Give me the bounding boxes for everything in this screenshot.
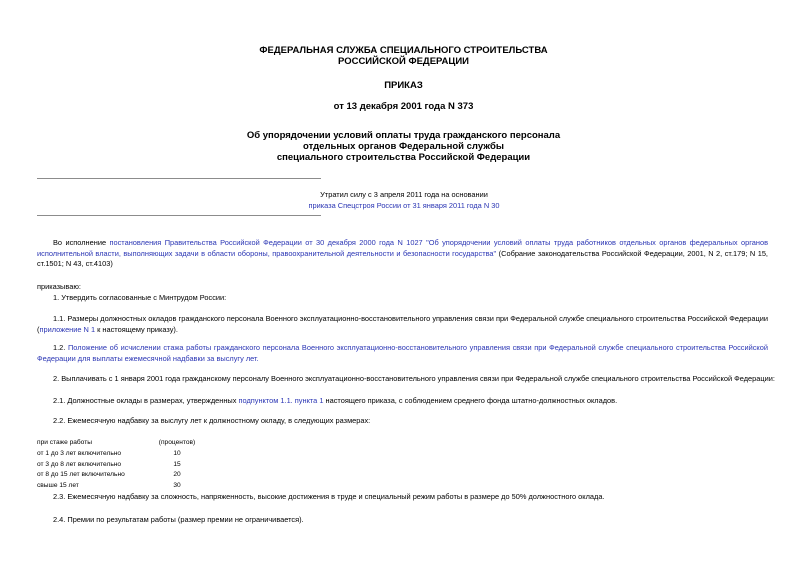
item-2: 2. Выплачивать с 1 января 2001 года гражданскому персоналу Военного эксплуатационно-восстановительного управления связи при Федеральной службе специального строительства Российской Федерации: bbox=[53, 374, 775, 383]
agency-name-line2: РОССИЙСКОЙ ФЕДЕРАЦИИ bbox=[337, 56, 469, 67]
item-1-1-end: к настоящему приказу). bbox=[97, 324, 178, 334]
seniority-regulation-link[interactable]: Положение об исчислении стажа работы гражданского персонала Военного эксплуатационно-восстановительного управления связи при Федеральной службе специального строительства Российской Федерации для выплаты ежемесячной надбавки за выслугу лет. bbox=[37, 343, 768, 363]
item-2-1 bbox=[53, 395, 617, 406]
row-period: от 3 до 8 лет включительно bbox=[37, 460, 122, 468]
repeal-order-link[interactable]: приказа Спецстроя России от 31 января 2011 года N 30 bbox=[308, 201, 500, 210]
appendix-1-link[interactable]: приложение N 1 bbox=[39, 324, 96, 334]
preamble-paragraph bbox=[37, 238, 768, 270]
government-resolution-link[interactable]: постановления Правительства Российской Федерации от 30 декабря 2000 года N 1027 "Об упорядочении условий оплаты труда работников отдельных органов федеральных органов исполнительной власти, выполняющих задачи в области обороны, правоохранительной деятельности и безопасности государства" bbox=[37, 238, 768, 258]
item-2-1-end: настоящего приказа, с соблюдением среднего фонда штатно-должностных окладов. bbox=[325, 396, 618, 405]
item-2-3: 2.3. Ежемесячную надбавку за сложность, напряженность, высокие достижения в труде и специальный режим работы в размере до 50% должностного оклада. bbox=[53, 492, 605, 501]
status-divider-bottom bbox=[37, 215, 321, 216]
item-2-4: 2.4. Премии по результатам работы (размер премии не ограничивается). bbox=[53, 515, 304, 524]
header-percent: (процентов) bbox=[158, 439, 196, 446]
document-title-line3: специального строительства Российской Федерации bbox=[276, 152, 531, 163]
status-note: Утратил силу с 3 апреля 2011 года на основании bbox=[320, 190, 488, 199]
item-2-2: 2.2. Ежемесячную надбавку за выслугу лет к должностному окладу, в следующих размерах: bbox=[53, 416, 371, 425]
item-1-2-number: 1.2. bbox=[53, 343, 66, 352]
row-percent: 10 bbox=[173, 449, 181, 457]
document-title-line2: отдельных органов Федеральной службы bbox=[303, 141, 504, 152]
item-1-1 bbox=[37, 314, 768, 335]
row-period: свыше 15 лет bbox=[37, 482, 79, 490]
item-1-1-text: 1.1. Размеры должностных окладов гражданского персонала Военного эксплуатационно-восстановительного управления связи при Федеральной службе специального строительства Российской Федерации ( bbox=[37, 314, 768, 334]
item-1-2 bbox=[37, 343, 768, 364]
document-date: от 13 декабря 2001 года N 373 bbox=[333, 101, 474, 112]
row-period: от 1 до 3 лет включительно bbox=[37, 449, 122, 457]
header-period: при стаже работы bbox=[37, 439, 92, 446]
item-1: 1. Утвердить согласованные с Минтрудом России: bbox=[53, 293, 227, 302]
row-period: от 8 до 15 лет включительно bbox=[37, 471, 125, 479]
preamble-start: Во исполнение bbox=[53, 238, 107, 247]
subclause-1-1-link[interactable]: подпунктом 1.1. пункта 1 bbox=[238, 396, 324, 405]
row-percent: 20 bbox=[173, 471, 181, 479]
preamble-end: (Собрание законодательства Российской Федерации, 2001, N 2, ст.179; N 15, ст.1501; N 43, ст.4103) bbox=[37, 248, 768, 268]
item-2-1-text: 2.1. Должностные оклады в размерах, утвержденных bbox=[53, 396, 237, 405]
row-percent: 15 bbox=[173, 460, 181, 468]
document-type: ПРИКАЗ bbox=[384, 80, 423, 91]
row-percent: 30 bbox=[173, 482, 181, 490]
agency-name-line1: ФЕДЕРАЛЬНАЯ СЛУЖБА СПЕЦИАЛЬНОГО СТРОИТЕЛЬСТВА bbox=[259, 45, 548, 56]
status-divider-top bbox=[37, 178, 321, 179]
order-word: приказываю: bbox=[37, 282, 81, 291]
document-title-line1: Об упорядочении условий оплаты труда гражданского персонала bbox=[246, 130, 561, 141]
